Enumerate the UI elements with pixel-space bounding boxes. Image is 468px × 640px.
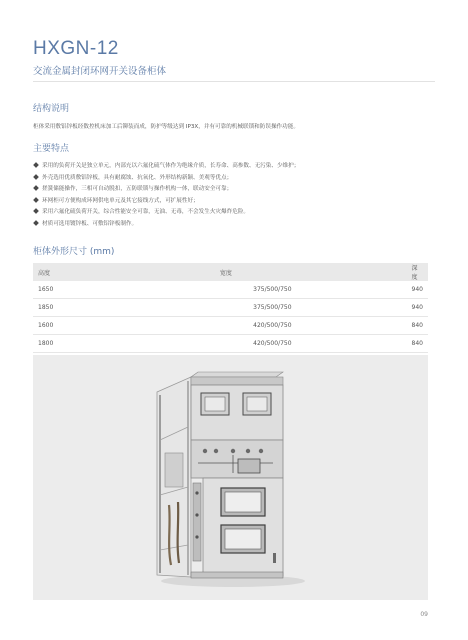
switchgear-cabinet-illustration: [33, 355, 428, 600]
table-cell: 1650: [33, 281, 138, 299]
table-cell: 1600: [33, 317, 138, 335]
table-header-row: [33, 263, 428, 281]
page-subtitle: 交流金属封闭环网开关设备柜体: [33, 66, 167, 77]
page-number: 09: [420, 611, 428, 618]
dimensions-heading: 柜体外形尺寸 (mm): [33, 247, 115, 257]
column-header-width: 宽度: [138, 263, 313, 281]
bullet-diamond-icon: [33, 185, 39, 191]
header-divider: [33, 81, 435, 82]
bullet-diamond-icon: [33, 162, 39, 168]
feature-item: 外壳选用优质敷铝锌板，具有耐腐蚀、抗氧化、外形结构新颖、美观等优点；: [33, 173, 299, 185]
page-title: HXGN-12: [33, 38, 119, 59]
feature-item: 采用的负荷开关是独立单元，内部充以六氟化硫气体作为绝缘介质，长寿命、高参数、无污染、少维护；: [33, 161, 299, 173]
product-photo: [33, 355, 428, 600]
table-cell: 1800: [33, 335, 138, 353]
table-cell: 840: [314, 317, 428, 335]
table-row: [33, 299, 428, 317]
column-header-height: 高度: [33, 263, 138, 281]
structure-heading: 结构说明: [33, 104, 70, 114]
features-heading: 主要特点: [33, 144, 70, 154]
table-cell: 420/500/750: [138, 317, 313, 335]
feature-item: 采用六氟化硫负荷开关，综合性能安全可靠，无油、无毒，不会发生火灾爆炸危险。: [33, 207, 299, 219]
feature-item: 环网柜可方便构成环网供电单元及其它接线方式，可扩展性好；: [33, 196, 299, 208]
feature-item: 搓簧储能操作，三相可自动脱扣，五防联锁与操作机构一体，联动安全可靠；: [33, 184, 299, 196]
table-row: [33, 317, 428, 335]
feature-item: 材质可选用镀锌板、可敷铝锌板制作。: [33, 219, 299, 231]
table-cell: 420/500/750: [138, 335, 313, 353]
features-list: [33, 161, 299, 230]
table-cell: 840: [314, 335, 428, 353]
table-cell: 1850: [33, 299, 138, 317]
bullet-diamond-icon: [33, 220, 39, 226]
structure-text: 柜体采用敷铝锌板经数控机床加工后铆装而成，防护等级达到 IP3X，并有可靠的机械联锁和防误操作功能。: [33, 124, 299, 130]
table-row: [33, 335, 428, 353]
bullet-diamond-icon: [33, 197, 39, 203]
table-cell: 940: [314, 299, 428, 317]
bullet-diamond-icon: [33, 174, 39, 180]
dimensions-table: [33, 263, 428, 353]
table-cell: 940: [314, 281, 428, 299]
column-header-depth: 深度: [314, 263, 428, 281]
table-cell: 375/500/750: [138, 281, 313, 299]
bullet-diamond-icon: [33, 208, 39, 214]
table-cell: 375/500/750: [138, 299, 313, 317]
table-row: [33, 281, 428, 299]
